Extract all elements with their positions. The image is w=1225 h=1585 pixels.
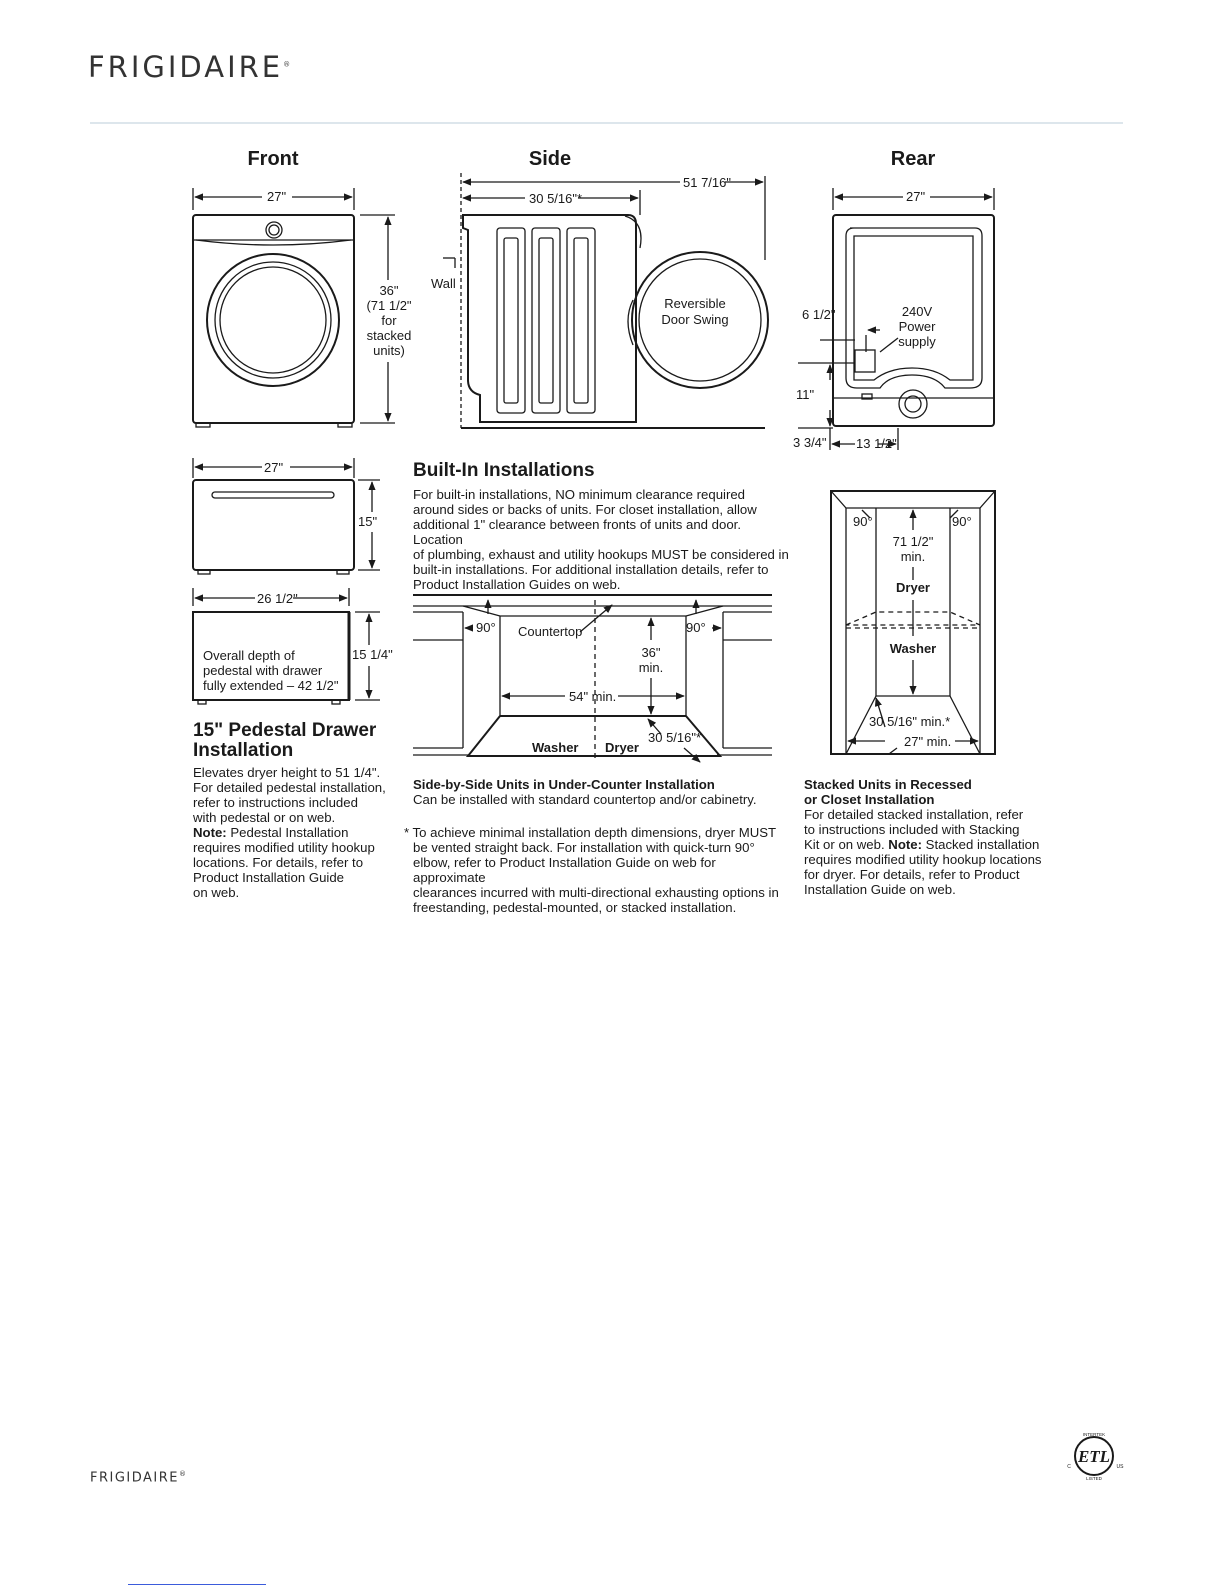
under-counter-caption-title: Side-by-Side Units in Under-Counter Installation	[413, 777, 715, 792]
closet-angle-right: 90°	[952, 514, 972, 529]
pedestal-body	[193, 765, 393, 900]
etl-left-text: C	[1067, 1464, 1071, 1470]
closet-depth-label: 30 5/16" min.*	[869, 714, 951, 729]
built-in-body-line: of plumbing, exhaust and utility hookups MUST be considered in	[413, 547, 789, 562]
counter-angle-left: 90°	[476, 620, 496, 635]
under-counter-caption-body: Can be installed with standard countertop and/or cabinetry.	[413, 792, 757, 807]
front-height-line-4: stacked	[366, 328, 412, 343]
stacked-body-line: Stacked installation	[922, 837, 1040, 852]
footnote-line: clearances incurred with multi-directional exhausting options in	[413, 885, 779, 900]
footer-brand-logo: FRIGIDAIRE®	[90, 1470, 187, 1486]
front-height-line-1: 36"	[379, 283, 399, 298]
counter-height-line-1: 36"	[641, 645, 661, 660]
rear-view-heading: Rear	[890, 148, 936, 170]
built-in-body	[413, 487, 793, 592]
pedestal-depth-width-label: 26 1/2"	[257, 591, 298, 606]
stacked-body-line: to instructions included with Stacking	[804, 822, 1020, 837]
closet-angle-left: 90°	[853, 514, 873, 529]
pedestal-depth-label: 15 1/4"	[352, 647, 393, 662]
pedestal-body-line: with pedestal or on web.	[193, 810, 336, 825]
front-height-line-3: for	[381, 313, 397, 328]
footnote-line: elbow, refer to Product Installation Guide on web for approximate	[413, 855, 716, 885]
etl-mark-text: ETL	[1077, 1447, 1111, 1466]
side-door-swing-line-1: Reversible	[664, 296, 726, 311]
pedestal-note-label: Note:	[193, 825, 227, 840]
counter-washer-label: Washer	[532, 740, 579, 755]
counter-height-line-2: min.	[638, 660, 664, 675]
closet-width-label: 27" min.	[904, 734, 952, 749]
stacked-caption-title: Stacked Units in Recessed	[804, 777, 972, 792]
side-view-heading: Side	[528, 148, 572, 170]
pedestal-title-line: Installation	[193, 740, 294, 761]
built-in-body-line: around sides or backs of units. For closet installation, allow	[413, 502, 757, 517]
footnote-line: be vented straight back. For installation with quick-turn 90°	[413, 840, 755, 855]
built-in-body-line: For built-in installations, NO minimum clearance required	[413, 487, 746, 502]
front-height-line-2: (71 1/2"	[366, 298, 412, 313]
pedestal-overall-note-3: fully extended – 42 1/2"	[203, 678, 339, 693]
brand-logo: FRIGIDAIRE®	[88, 50, 291, 84]
countertop-label: Countertop	[518, 624, 583, 639]
rear-dim-11-label: 11"	[796, 387, 815, 402]
etl-top-text: INTERTEK	[1082, 1432, 1106, 1437]
counter-width-label: 54" min.	[569, 689, 617, 704]
counter-depth-label: 30 5/16"*	[648, 730, 702, 745]
pedestal-note-line: on web.	[193, 885, 240, 900]
rear-power-line-3: supply	[898, 334, 936, 349]
stacked-body-line: Installation Guide on web.	[804, 882, 956, 897]
closet-height-line-2: min.	[900, 549, 926, 564]
pedestal-note-line: Pedestal Installation	[226, 825, 349, 840]
side-wall-label: Wall	[431, 276, 456, 291]
stacked-body-line: Kit or on web.	[804, 837, 889, 852]
footnote	[404, 825, 789, 915]
under-counter-caption	[413, 777, 793, 807]
pedestal-note-line: requires modified utility hookup	[193, 840, 375, 855]
pedestal-overall-note-2: pedestal with drawer	[203, 663, 323, 678]
stacked-caption	[804, 777, 1044, 897]
pedestal-title-line: 15" Pedestal Drawer	[193, 720, 377, 741]
stacked-body-line: For detailed stacked installation, refer	[804, 807, 1024, 822]
side-door-swing-line-2: Door Swing	[661, 312, 729, 327]
closet-height-line-1: 71 1/2"	[892, 534, 934, 549]
counter-dryer-label: Dryer	[605, 740, 639, 755]
closet-dryer-label: Dryer	[896, 580, 930, 595]
rear-power-line-1: 240V	[901, 304, 933, 319]
etl-right-text: US	[1116, 1464, 1124, 1470]
pedestal-body-line: Elevates dryer height to 51 1/4".	[193, 765, 381, 780]
rear-width-label: 27"	[906, 189, 926, 204]
pedestal-note-line: Product Installation Guide	[193, 870, 345, 885]
rear-dim-6-5-label: 6 1/2"	[802, 307, 836, 322]
built-in-title: Built-In Installations	[413, 460, 595, 481]
built-in-body-line: built-in installations. For additional installation details, refer to	[413, 562, 769, 577]
counter-angle-right: 90°	[686, 620, 706, 635]
etl-listed-mark	[1062, 1430, 1126, 1482]
pedestal-note-line: locations. For details, refer to	[193, 855, 364, 870]
rear-dim-3-75-label: 3 3/4"	[793, 435, 827, 450]
stacked-note-label: Note:	[888, 837, 922, 852]
footnote-line: freestanding, pedestal-mounted, or stacked installation.	[413, 900, 737, 915]
stacked-caption-title: or Closet Installation	[804, 792, 935, 807]
footnote-line: * To achieve minimal installation depth dimensions, dryer MUST	[404, 825, 777, 840]
built-in-body-line: Product Installation Guides on web.	[413, 577, 621, 592]
stacked-body-line: requires modified utility hookup locations	[804, 852, 1042, 867]
rear-power-line-2: Power	[898, 319, 936, 334]
side-depth-open-label: 51 7/16"	[683, 175, 731, 190]
pedestal-body-line: For detailed pedestal installation,	[193, 780, 386, 795]
pedestal-overall-note-1: Overall depth of	[203, 648, 295, 663]
pedestal-height-label: 15"	[358, 514, 378, 529]
pedestal-width-label: 27"	[264, 460, 284, 475]
closet-washer-label: Washer	[889, 641, 937, 656]
rear-dim-13-5-label: 13 1/2"	[856, 436, 897, 451]
stacked-body-line: for dryer. For details, refer to Product	[804, 867, 1020, 882]
front-view-heading: Front	[247, 148, 299, 170]
side-depth-label: 30 5/16"*	[529, 191, 583, 206]
front-height-line-5: units)	[373, 343, 405, 358]
under-counter-drawing	[413, 595, 772, 762]
etl-bottom-text: LISTED	[1086, 1476, 1102, 1481]
pedestal-title	[193, 721, 376, 761]
front-view-drawing	[193, 188, 395, 427]
built-in-body-line: additional 1" clearance between fronts of units and door. Location	[413, 517, 741, 547]
front-width-label: 27"	[267, 189, 287, 204]
pedestal-body-line: refer to instructions included	[193, 795, 358, 810]
